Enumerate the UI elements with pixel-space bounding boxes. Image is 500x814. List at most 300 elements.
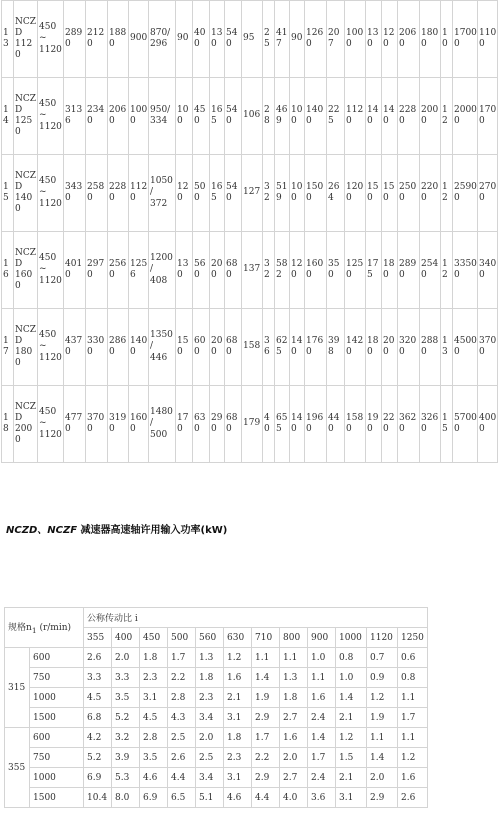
speed-cell: 750 <box>30 668 84 688</box>
spec-speed-header-cell <box>5 608 84 648</box>
input-power-table <box>4 607 428 808</box>
power-value-cell: 10.4 <box>84 788 112 808</box>
power-table-caption <box>6 521 227 536</box>
table-cell: 234 0 <box>86 78 108 155</box>
input-power-table-body <box>5 648 428 808</box>
speed-header: n <box>26 623 32 634</box>
power-value-cell: 2.4 <box>308 708 336 728</box>
power-value-cell: 1.4 <box>336 688 367 708</box>
reducer-dimension-table-body <box>2 1 498 463</box>
table-cell: 450 ~ 1120 <box>38 78 64 155</box>
power-value-cell: 6.9 <box>84 768 112 788</box>
power-value-cell: 1.1 <box>252 648 280 668</box>
power-value-cell: 4.3 <box>168 708 196 728</box>
table-cell: 289 0 <box>398 232 420 309</box>
table-cell: 125 0 <box>345 232 366 309</box>
table-cell: 400 0 <box>478 386 498 463</box>
table-cell: 950/ 334 <box>149 78 176 155</box>
power-value-cell: 1.8 <box>140 648 168 668</box>
table-cell: 340 0 <box>478 232 498 309</box>
table-cell: 228 0 <box>108 155 129 232</box>
table-cell: 68 0 <box>225 232 242 309</box>
table-cell: 12 0 <box>382 1 398 78</box>
power-value-cell: 6.8 <box>84 708 112 728</box>
table-cell: 22 5 <box>327 78 345 155</box>
caption-models: NCZD、NCZF <box>6 525 78 536</box>
power-value-cell: 2.0 <box>280 748 308 768</box>
ratio-header-cell: 355 <box>84 628 112 648</box>
speed-cell: 1500 <box>30 708 84 728</box>
table-cell: 3350 0 <box>453 232 478 309</box>
table-cell: 15 0 <box>382 155 398 232</box>
table-row <box>5 708 428 728</box>
table-cell: 297 0 <box>86 232 108 309</box>
table-cell: 12 0 <box>176 155 193 232</box>
power-value-cell: 1.1 <box>308 668 336 688</box>
table-cell: NCZ D 140 0 <box>14 155 38 232</box>
table-cell: 62 5 <box>275 309 290 386</box>
table-cell: 3 2 <box>263 155 275 232</box>
power-value-cell: 4.4 <box>168 768 196 788</box>
table-cell: 13 0 <box>366 1 382 78</box>
table-cell: 288 0 <box>420 309 441 386</box>
table-cell: 319 0 <box>108 386 129 463</box>
table-cell: 12 0 <box>290 232 305 309</box>
table-cell: 58 2 <box>275 232 290 309</box>
table-cell: 228 0 <box>398 78 420 155</box>
table-cell: 437 0 <box>64 309 86 386</box>
power-value-cell: 1.4 <box>367 748 398 768</box>
power-value-cell: 1.0 <box>336 668 367 688</box>
table-cell: 1 2 <box>441 78 453 155</box>
table-cell: 450 ~ 1120 <box>38 1 64 78</box>
table-cell: 3 6 <box>263 309 275 386</box>
table-cell: 150 0 <box>305 155 327 232</box>
power-value-cell: 1.7 <box>398 708 428 728</box>
table-cell: 196 0 <box>305 386 327 463</box>
power-value-cell: 2.3 <box>196 688 224 708</box>
table-cell: 1 7 <box>2 309 14 386</box>
table-cell: 256 0 <box>108 232 129 309</box>
table-cell: 140 0 <box>305 78 327 155</box>
table-cell: 180 0 <box>420 1 441 78</box>
table-cell: 100 0 <box>129 78 149 155</box>
power-value-cell: 2.2 <box>168 668 196 688</box>
power-value-cell: 3.3 <box>112 668 140 688</box>
table-cell: 54 0 <box>225 155 242 232</box>
power-value-cell: 4.5 <box>140 708 168 728</box>
table-cell: 160 0 <box>129 386 149 463</box>
table-cell: 63 0 <box>193 386 210 463</box>
speed-header-sub: 1 <box>31 625 37 635</box>
table-cell: 477 0 <box>64 386 86 463</box>
ratio-header-cell: 1000 <box>336 628 367 648</box>
table-cell: 5700 0 <box>453 386 478 463</box>
spec-header: 规格 <box>8 623 27 634</box>
power-value-cell: 1.2 <box>336 728 367 748</box>
power-value-cell: 1.2 <box>398 748 428 768</box>
table-cell: 15 0 <box>176 309 193 386</box>
table-cell: 90 <box>176 1 193 78</box>
power-value-cell: 2.0 <box>112 648 140 668</box>
ratio-header-cell: 1120 <box>367 628 398 648</box>
table-cell: 1 4 <box>2 78 14 155</box>
power-value-cell: 2.3 <box>224 748 252 768</box>
speed-cell: 1000 <box>30 768 84 788</box>
table-cell: 22 0 <box>382 386 398 463</box>
table-cell: 1 2 <box>441 232 453 309</box>
table-cell: 20 0 <box>382 309 398 386</box>
table-cell: NCZ D 112 0 <box>14 1 38 78</box>
table-cell: 2000 0 <box>453 78 478 155</box>
table-cell: 1 2 <box>441 155 453 232</box>
power-value-cell: 2.6 <box>168 748 196 768</box>
power-value-cell: 2.9 <box>367 788 398 808</box>
power-value-cell: 2.7 <box>280 768 308 788</box>
table-cell: 16 5 <box>210 78 225 155</box>
table-cell: 270 0 <box>478 155 498 232</box>
table-cell: 95 <box>242 1 263 78</box>
table-row <box>5 728 428 748</box>
power-value-cell: 2.6 <box>398 788 428 808</box>
table-cell: 54 0 <box>225 1 242 78</box>
table-cell: 212 0 <box>86 1 108 78</box>
spec-cell: 355 <box>5 728 30 808</box>
power-value-cell: 5.3 <box>112 768 140 788</box>
power-value-cell: 1.6 <box>224 668 252 688</box>
table-cell: 140 0 <box>129 309 149 386</box>
power-value-cell: 1.7 <box>308 748 336 768</box>
table-cell: 41 7 <box>275 1 290 78</box>
table-cell: 206 0 <box>108 78 129 155</box>
table-row <box>2 1 498 78</box>
table-cell: 125 6 <box>129 232 149 309</box>
power-value-cell: 2.7 <box>280 708 308 728</box>
reducer-dimension-table <box>1 0 498 463</box>
table-cell: 330 0 <box>86 309 108 386</box>
power-value-cell: 3.9 <box>112 748 140 768</box>
table-cell: 13 0 <box>210 1 225 78</box>
table-cell: 10 0 <box>290 78 305 155</box>
speed-cell: 750 <box>30 748 84 768</box>
table-cell: 10 0 <box>290 155 305 232</box>
ratio-header-cell: 560 <box>196 628 224 648</box>
table-cell: 44 0 <box>327 386 345 463</box>
power-value-cell: 1.1 <box>367 728 398 748</box>
power-value-cell: 3.5 <box>140 748 168 768</box>
table-cell: 45 0 <box>193 78 210 155</box>
power-value-cell: 4.4 <box>252 788 280 808</box>
ratio-header-cell: 900 <box>308 628 336 648</box>
speed-cell: 600 <box>30 648 84 668</box>
table-cell: 289 0 <box>64 1 86 78</box>
power-value-cell: 2.5 <box>196 748 224 768</box>
power-value-cell: 6.5 <box>168 788 196 808</box>
table-cell: 142 0 <box>345 309 366 386</box>
table-row <box>2 232 498 309</box>
table-cell: 401 0 <box>64 232 86 309</box>
power-value-cell: 1.0 <box>308 648 336 668</box>
table-cell: 60 0 <box>193 309 210 386</box>
table-cell: 160 0 <box>305 232 327 309</box>
table-cell: 870/ 296 <box>149 1 176 78</box>
table-cell: 450 ~ 1120 <box>38 309 64 386</box>
speed-cell: 600 <box>30 728 84 748</box>
table-cell: 2590 0 <box>453 155 478 232</box>
table-cell: 900 <box>129 1 149 78</box>
table-cell: 258 0 <box>86 155 108 232</box>
power-value-cell: 1.6 <box>280 728 308 748</box>
table-cell: 50 0 <box>193 155 210 232</box>
table-cell: 90 <box>290 1 305 78</box>
table-cell: 14 0 <box>290 309 305 386</box>
spec-cell: 315 <box>5 648 30 728</box>
power-value-cell: 1.6 <box>398 768 428 788</box>
power-value-cell: 1.7 <box>168 648 196 668</box>
table-cell: 1 5 <box>441 386 453 463</box>
table-cell: 18 0 <box>382 232 398 309</box>
table-cell: 40 0 <box>193 1 210 78</box>
power-value-cell: 1.4 <box>252 668 280 688</box>
power-value-cell: 3.2 <box>112 728 140 748</box>
table-row <box>5 648 428 668</box>
table-cell: 158 0 <box>345 386 366 463</box>
table-cell: 286 0 <box>108 309 129 386</box>
power-value-cell: 1.3 <box>280 668 308 688</box>
power-value-cell: 3.4 <box>196 768 224 788</box>
table-cell: 179 <box>242 386 263 463</box>
table-row <box>5 768 428 788</box>
table-cell: 1480 / 500 <box>149 386 176 463</box>
table-cell: 137 <box>242 232 263 309</box>
power-value-cell: 2.8 <box>168 688 196 708</box>
table-cell: 68 0 <box>225 309 242 386</box>
caption-title: 减速器高速轴许用输入功率(kW) <box>77 525 228 536</box>
power-value-cell: 2.1 <box>224 688 252 708</box>
table-cell: 20 0 <box>210 232 225 309</box>
ratio-header: 公称传动比 i <box>84 608 428 628</box>
table-cell: 18 0 <box>366 309 382 386</box>
power-value-cell: 0.8 <box>398 668 428 688</box>
table-cell: 106 <box>242 78 263 155</box>
power-value-cell: 2.1 <box>336 768 367 788</box>
table-cell: NCZ D 160 0 <box>14 232 38 309</box>
input-power-table-header <box>5 608 428 648</box>
table-cell: 4 0 <box>263 386 275 463</box>
power-value-cell: 3.6 <box>308 788 336 808</box>
table-cell: 362 0 <box>398 386 420 463</box>
power-value-cell: 3.4 <box>196 708 224 728</box>
table-cell: 2 8 <box>263 78 275 155</box>
power-value-cell: 3.1 <box>140 688 168 708</box>
power-value-cell: 1.8 <box>196 668 224 688</box>
table-cell: 56 0 <box>193 232 210 309</box>
table-cell: 10 0 <box>176 78 193 155</box>
table-cell: 20 0 <box>210 309 225 386</box>
power-value-cell: 8.0 <box>112 788 140 808</box>
power-value-cell: 2.2 <box>252 748 280 768</box>
ratio-header-cell: 630 <box>224 628 252 648</box>
table-cell: NCZ D 200 0 <box>14 386 38 463</box>
table-cell: 370 0 <box>478 309 498 386</box>
table-row <box>5 688 428 708</box>
power-value-cell: 1.3 <box>196 648 224 668</box>
table-cell: 1 5 <box>2 155 14 232</box>
ratio-header-cell: 800 <box>280 628 308 648</box>
table-cell: 1 8 <box>2 386 14 463</box>
table-row <box>2 386 498 463</box>
table-cell: 320 0 <box>398 309 420 386</box>
table-row <box>2 155 498 232</box>
power-value-cell: 1.7 <box>252 728 280 748</box>
power-value-cell: 1.1 <box>398 728 428 748</box>
table-cell: NCZ D 125 0 <box>14 78 38 155</box>
power-value-cell: 2.6 <box>84 648 112 668</box>
power-value-cell: 2.4 <box>308 768 336 788</box>
power-value-cell: 4.2 <box>84 728 112 748</box>
power-value-cell: 5.2 <box>112 708 140 728</box>
speed-cell: 1500 <box>30 788 84 808</box>
power-value-cell: 1.1 <box>398 688 428 708</box>
table-cell: 35 0 <box>327 232 345 309</box>
table-cell: 313 6 <box>64 78 86 155</box>
table-cell: 14 0 <box>290 386 305 463</box>
table-cell: 1200 / 408 <box>149 232 176 309</box>
ratio-header-cell: 1250 <box>398 628 428 648</box>
table-cell: 13 0 <box>176 232 193 309</box>
table-cell: 250 0 <box>398 155 420 232</box>
power-value-cell: 2.3 <box>140 668 168 688</box>
power-value-cell: 2.0 <box>196 728 224 748</box>
table-cell: 2 5 <box>263 1 275 78</box>
table-row <box>5 788 428 808</box>
table-cell: 46 9 <box>275 78 290 155</box>
power-value-cell: 3.1 <box>224 768 252 788</box>
power-value-cell: 6.9 <box>140 788 168 808</box>
table-cell: 20 7 <box>327 1 345 78</box>
table-cell: 1 6 <box>2 232 14 309</box>
table-cell: 450 ~ 1120 <box>38 155 64 232</box>
power-value-cell: 3.5 <box>112 688 140 708</box>
table-row <box>2 78 498 155</box>
table-cell: 158 <box>242 309 263 386</box>
table-cell: 1700 0 <box>453 1 478 78</box>
power-value-cell: 3.3 <box>84 668 112 688</box>
power-value-cell: 1.2 <box>367 688 398 708</box>
ratio-header-cell: 400 <box>112 628 140 648</box>
power-value-cell: 0.6 <box>398 648 428 668</box>
table-cell: NCZ D 180 0 <box>14 309 38 386</box>
power-value-cell: 2.9 <box>252 768 280 788</box>
power-value-cell: 0.8 <box>336 648 367 668</box>
table-cell: 170 0 <box>478 78 498 155</box>
table-cell: 4500 0 <box>453 309 478 386</box>
power-value-cell: 1.9 <box>367 708 398 728</box>
power-value-cell: 1.8 <box>280 688 308 708</box>
power-value-cell: 0.7 <box>367 648 398 668</box>
table-cell: 29 0 <box>210 386 225 463</box>
table-cell: 17 0 <box>176 386 193 463</box>
table-cell: 15 0 <box>366 155 382 232</box>
speed-cell: 1000 <box>30 688 84 708</box>
table-cell: 68 0 <box>225 386 242 463</box>
table-cell: 220 0 <box>420 155 441 232</box>
power-value-cell: 4.6 <box>140 768 168 788</box>
table-cell: 127 <box>242 155 263 232</box>
power-value-cell: 3.1 <box>224 708 252 728</box>
power-value-cell: 0.9 <box>367 668 398 688</box>
table-row <box>2 309 498 386</box>
power-value-cell: 2.8 <box>140 728 168 748</box>
table-cell: 51 9 <box>275 155 290 232</box>
table-cell: 176 0 <box>305 309 327 386</box>
table-cell: 1050 / 372 <box>149 155 176 232</box>
table-row <box>5 668 428 688</box>
power-value-cell: 4.6 <box>224 788 252 808</box>
table-cell: 120 0 <box>345 155 366 232</box>
table-cell: 19 0 <box>366 386 382 463</box>
table-cell: 112 0 <box>129 155 149 232</box>
power-value-cell: 1.5 <box>336 748 367 768</box>
speed-header-unit: (r/min) <box>36 623 72 634</box>
table-cell: 126 0 <box>305 1 327 78</box>
table-cell: 110 0 <box>478 1 498 78</box>
table-cell: 14 0 <box>366 78 382 155</box>
table-cell: 188 0 <box>108 1 129 78</box>
table-cell: 200 0 <box>420 78 441 155</box>
ratio-header-cell: 450 <box>140 628 168 648</box>
table-cell: 14 0 <box>382 78 398 155</box>
power-value-cell: 4.5 <box>84 688 112 708</box>
power-value-cell: 2.5 <box>168 728 196 748</box>
power-value-cell: 1.8 <box>224 728 252 748</box>
power-value-cell: 2.9 <box>252 708 280 728</box>
table-cell: 1350 / 446 <box>149 309 176 386</box>
table-cell: 3 2 <box>263 232 275 309</box>
power-value-cell: 1.2 <box>224 648 252 668</box>
ratio-header-cell: 500 <box>168 628 196 648</box>
table-cell: 112 0 <box>345 78 366 155</box>
power-value-cell: 2.0 <box>367 768 398 788</box>
power-value-cell: 2.1 <box>336 708 367 728</box>
power-value-cell: 1.1 <box>280 648 308 668</box>
table-cell: 1 3 <box>441 309 453 386</box>
table-cell: 450 ~ 1120 <box>38 232 64 309</box>
power-value-cell: 1.4 <box>308 728 336 748</box>
table-cell: 54 0 <box>225 78 242 155</box>
power-value-cell: 1.9 <box>252 688 280 708</box>
table-cell: 65 5 <box>275 386 290 463</box>
table-cell: 100 0 <box>345 1 366 78</box>
power-value-cell: 3.1 <box>336 788 367 808</box>
table-cell: 343 0 <box>64 155 86 232</box>
table-cell: 1 3 <box>2 1 14 78</box>
power-value-cell: 5.1 <box>196 788 224 808</box>
table-cell: 39 8 <box>327 309 345 386</box>
table-row <box>5 748 428 768</box>
table-cell: 26 4 <box>327 155 345 232</box>
table-cell: 1 0 <box>441 1 453 78</box>
table-cell: 370 0 <box>86 386 108 463</box>
ratio-header-cell: 710 <box>252 628 280 648</box>
table-cell: 17 5 <box>366 232 382 309</box>
power-value-cell: 5.2 <box>84 748 112 768</box>
table-cell: 326 0 <box>420 386 441 463</box>
power-value-cell: 4.0 <box>280 788 308 808</box>
table-cell: 16 5 <box>210 155 225 232</box>
power-value-cell: 1.6 <box>308 688 336 708</box>
table-cell: 254 0 <box>420 232 441 309</box>
